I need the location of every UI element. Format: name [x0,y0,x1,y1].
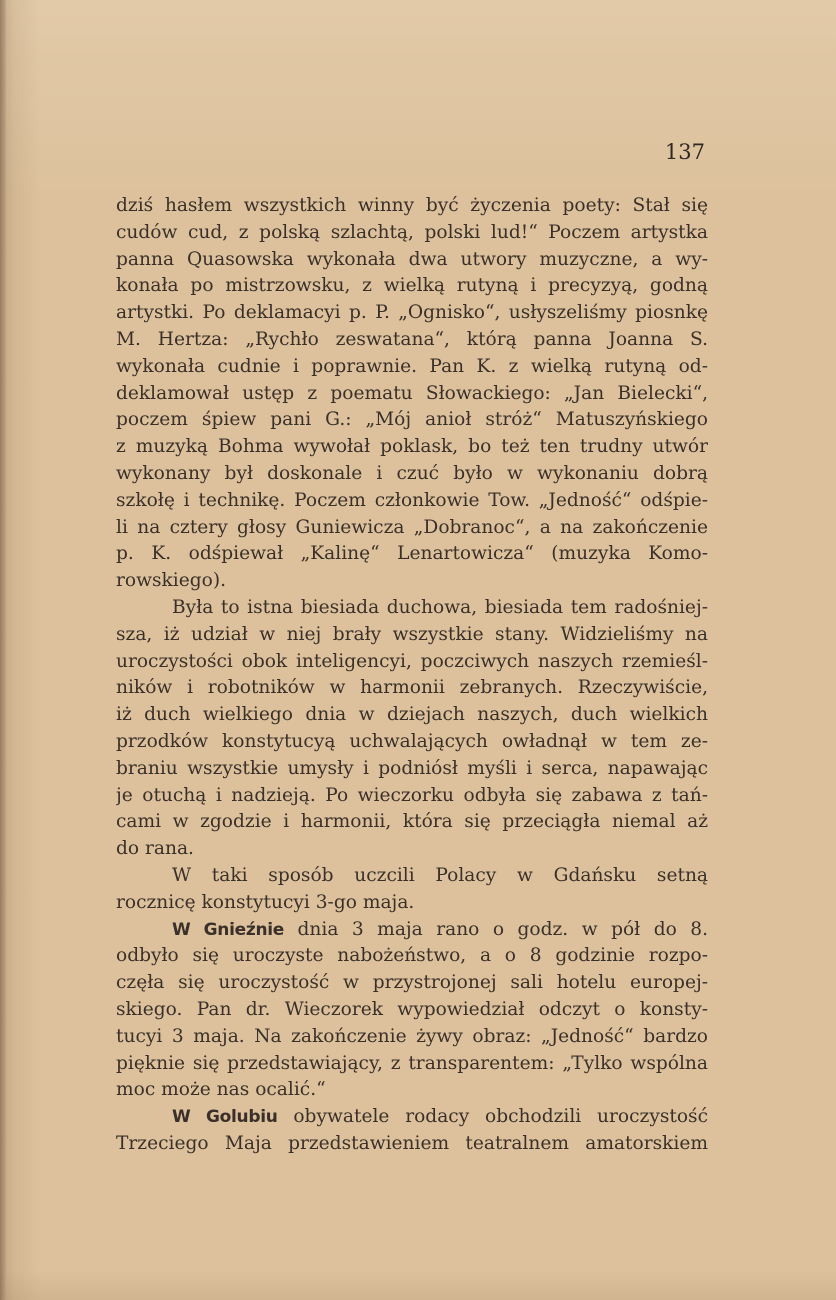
text-line [116,354,708,381]
text-line [116,890,708,917]
line-text: iż duch wielkiego dnia w dziejach naszych, duch wielkich [116,704,708,726]
text-line [116,568,708,595]
text-line [116,273,708,300]
line-text: cudów cud, z polską szlachtą, polski lud!“ Poczem artystka [116,221,708,243]
line-text: odbyło się uroczyste nabożeństwo, a o 8 godzinie rozpo- [116,945,708,967]
text-line [116,407,708,434]
line-text: deklamował ustęp z poematu Słowackiego: „Jan Bielecki“, [116,382,708,404]
line-text: obywatele rodacy obchodzili uroczystość [277,1106,708,1128]
line-text: skiego. Pan dr. Wieczorek wypowiedział odczyt o konsty- [116,998,708,1020]
line-text: moc może nas ocalić.“ [116,1079,326,1101]
text-line [116,863,708,890]
line-text: panna Quasowska wykonała dwa utwory muzyczne, a wy- [116,248,708,270]
text-line [116,702,708,729]
line-text: Trzeciego Maja przedstawieniem teatralnem amatorskiem [116,1132,708,1154]
line-text: W taki sposób uczcili Polacy w Gdańsku setną [172,864,708,886]
line-text: artystki. Po deklamacyi p. P. „Ognisko“, usłyszeliśmy piosnkę [116,302,708,324]
line-text: ników i robotników w harmonii zebranych. Rzeczywiście, [116,677,708,699]
text-line [116,515,708,542]
text-line [116,488,708,515]
text-line [116,675,708,702]
text-line [116,220,708,247]
text-line [116,997,708,1024]
line-text: cami w zgodzie i harmonii, która się przeciągła niemal aż [116,811,708,833]
page-spine-shadow [0,0,6,1300]
text-line [116,809,708,836]
text-line [116,1024,708,1051]
text-line [116,836,708,863]
body-text [116,193,708,1158]
line-text: rowskiego). [116,570,227,592]
text-line [116,622,708,649]
text-line [116,783,708,810]
text-line [116,970,708,997]
line-text: z muzyką Bohma wywołał poklask, bo też ten trudny utwór [116,436,708,458]
line-text: konała po mistrzowsku, z wielką rutyną i precyzyą, godną [116,275,708,297]
text-line [116,300,708,327]
text-line [116,595,708,622]
line-text: dziś hasłem wszystkich winny być życzenia poety: Stał się [116,195,708,216]
text-line [116,247,708,274]
line-text: dnia 3 maja rano o godz. w pół do 8. [284,918,708,940]
line-text: szkołę i technikę. Poczem członkowie Tow. „Jedność“ odśpie- [116,489,708,511]
text-line [116,434,708,461]
text-line [116,943,708,970]
line-text: M. Hertza: „Rychło zeswatana“, którą panna Joanna S. [116,328,708,350]
line-text: p. K. odśpiewał „Kalinę“ Lenartowicza“ (muzyka Komo- [116,543,708,565]
text-line [116,917,708,944]
page-number: 137 [664,140,705,164]
text-line [116,1104,708,1131]
line-text: pięknie się przedstawiający, z transparentem: „Tylko wspólna [116,1052,708,1074]
line-text: wykonany był doskonale i czuć było w wykonaniu dobrą [116,462,708,484]
line-text: uroczystości obok inteligencyi, poczciwych naszych rzemieśl- [116,650,708,672]
text-line [116,1077,708,1104]
text-line [116,541,708,568]
line-text: li na cztery głosy Guniewicza „Dobranoc“, a na zakończenie [116,516,708,538]
text-line [116,756,708,783]
line-text: do rana. [116,838,194,860]
text-line [116,381,708,408]
text-line [116,327,708,354]
text-line [116,461,708,488]
bold-place-name: W Gnieźnie [172,919,285,940]
line-text: Była to istna biesiada duchowa, biesiada tem radośniej- [172,596,708,618]
line-text: tucyi 3 maja. Na zakończenie żywy obraz: „Jedność“ bardzo [116,1025,708,1047]
text-line [116,193,708,220]
bold-place-name: W Golubiu [172,1107,278,1128]
text-line [116,649,708,676]
line-text: sza, iż udział w niej brały wszystkie stany. Widzieliśmy na [116,623,708,645]
line-text: wykonała cudnie i poprawnie. Pan K. z wielką rutyną od- [116,355,708,377]
line-text: je otuchą i nadzieją. Po wieczorku odbyła się zabawa z tań- [116,784,708,806]
line-text: przodków konstytucyą uchwalających owładnął w tem ze- [116,730,708,752]
text-line [116,1131,708,1158]
line-text: częła się uroczystość w przystrojonej sali hotelu europej- [116,972,708,994]
line-text: poczem śpiew pani G.: „Mój anioł stróż“ Matuszyńskiego [116,409,708,431]
line-text: braniu wszystkie umysły i podniósł myśli i serca, napawając [116,757,708,779]
text-line [116,1051,708,1078]
text-line [116,729,708,756]
line-text: rocznicę konstytucyi 3-go maja. [116,891,415,913]
